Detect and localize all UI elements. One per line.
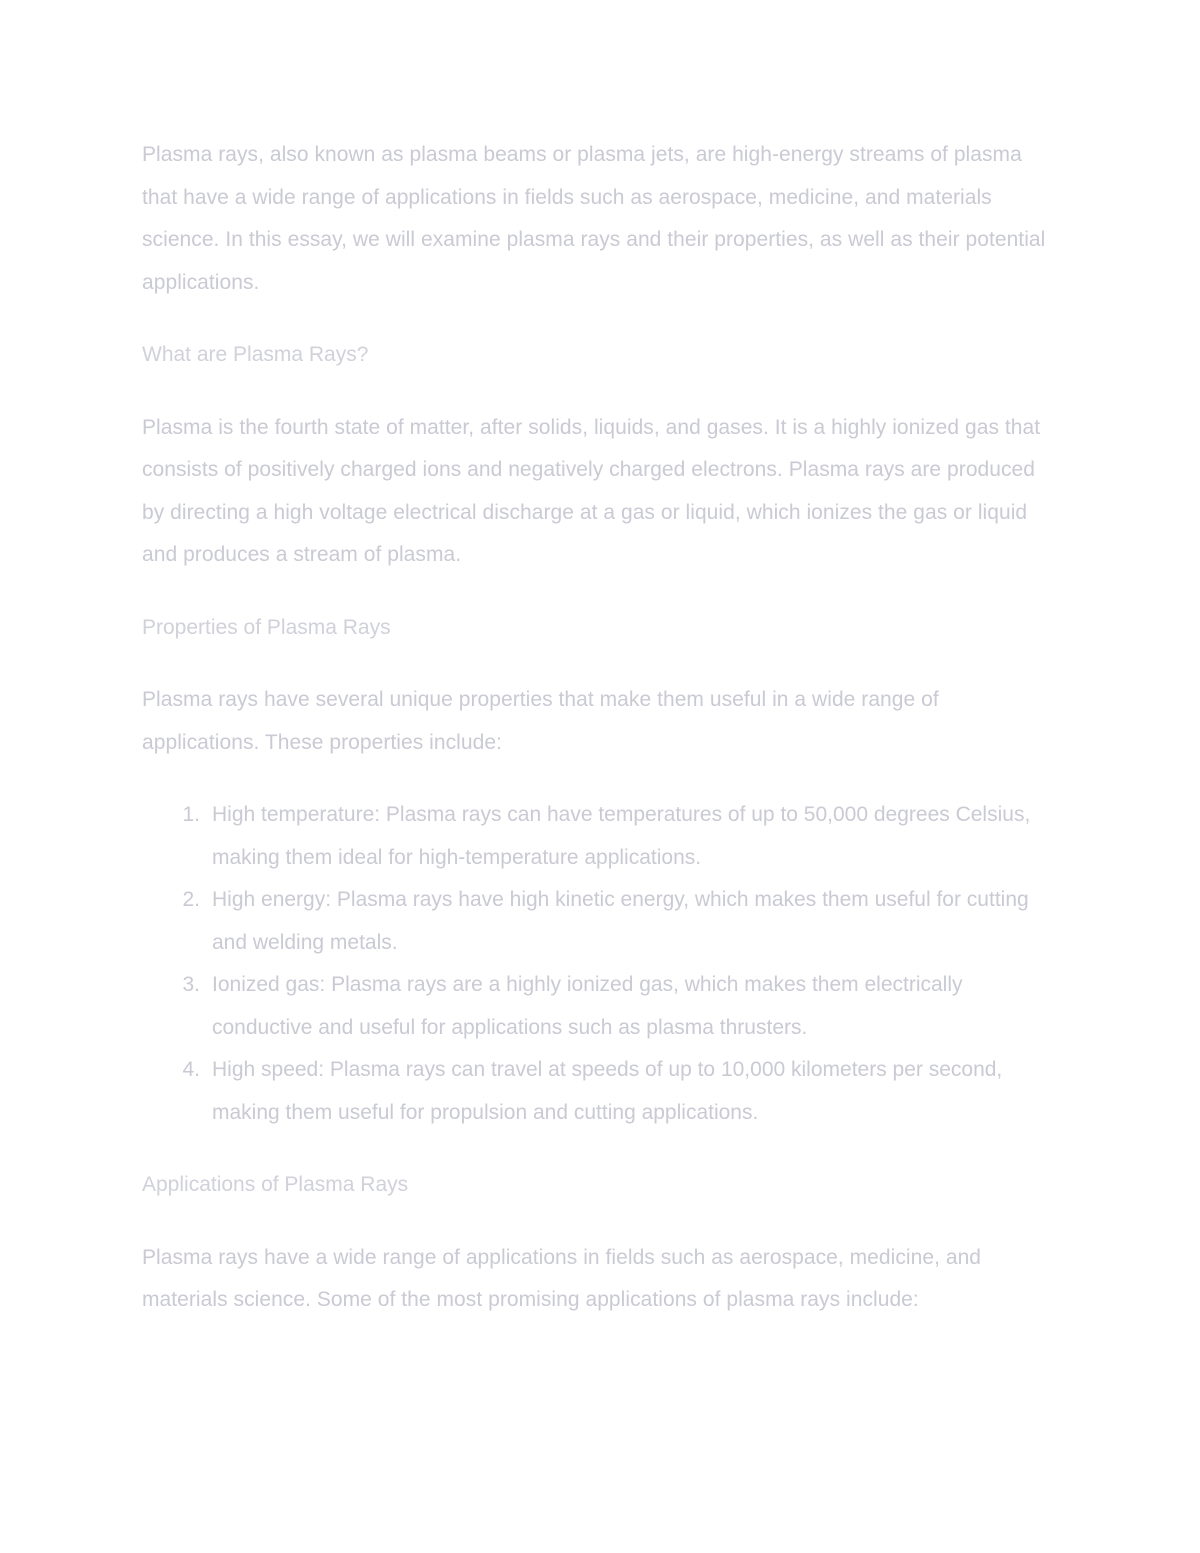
list-item-text: High temperature: Plasma rays can have temperatures of up to 50,000 degrees Celsius, making them ideal for high-temperature applications.	[212, 803, 1031, 869]
document-page	[142, 134, 1062, 1352]
list-item-number: 1.	[182, 803, 200, 826]
what-paragraph: Plasma is the fourth state of matter, after solids, liquids, and gases. It is a highly ionized gas that consists of positively charged ions and negatively charged electrons. Plasma rays are produced by directing a high voltage electrical discharge at a gas or liquid, which ionizes the gas or liquid and produces a stream of plasma.	[142, 415, 1041, 566]
list-item-text: Ionized gas: Plasma rays are a highly ionized gas, which makes them electrically conductive and useful for applications such as plasma thrusters.	[212, 973, 963, 1039]
intro-paragraph: Plasma rays, also known as plasma beams or plasma jets, are high-energy streams of plasma that have a wide range of applications in fields such as aerospace, medicine, and materials science. In this essay, we will examine plasma rays and their properties, as well as their potential applications.	[142, 143, 1046, 294]
heading-what-are-plasma-rays: What are Plasma Rays?	[142, 343, 369, 366]
list-item-text: High speed: Plasma rays can travel at speeds of up to 10,000 kilometers per second, making them useful for propulsion and cutting applications.	[212, 1058, 1003, 1124]
list-item-number: 2.	[182, 888, 200, 911]
list-item	[142, 964, 1062, 1049]
list-item-number: 3.	[182, 973, 200, 996]
heading-applications: Applications of Plasma Rays	[142, 1173, 409, 1196]
list-item	[142, 1049, 1062, 1134]
list-item-text: High energy: Plasma rays have high kinetic energy, which makes them useful for cutting and welding metals.	[212, 888, 1029, 954]
properties-list	[142, 794, 1062, 1134]
list-item	[142, 794, 1062, 879]
list-item-number: 4.	[182, 1058, 200, 1081]
applications-paragraph: Plasma rays have a wide range of applications in fields such as aerospace, medicine, and materials science. Some of the most promising applications of plasma rays include:	[142, 1245, 982, 1311]
list-item	[142, 879, 1062, 964]
heading-properties: Properties of Plasma Rays	[142, 615, 391, 639]
properties-intro-paragraph: Plasma rays have several unique properties that make them useful in a wide range of applications. These properties include:	[142, 688, 939, 754]
